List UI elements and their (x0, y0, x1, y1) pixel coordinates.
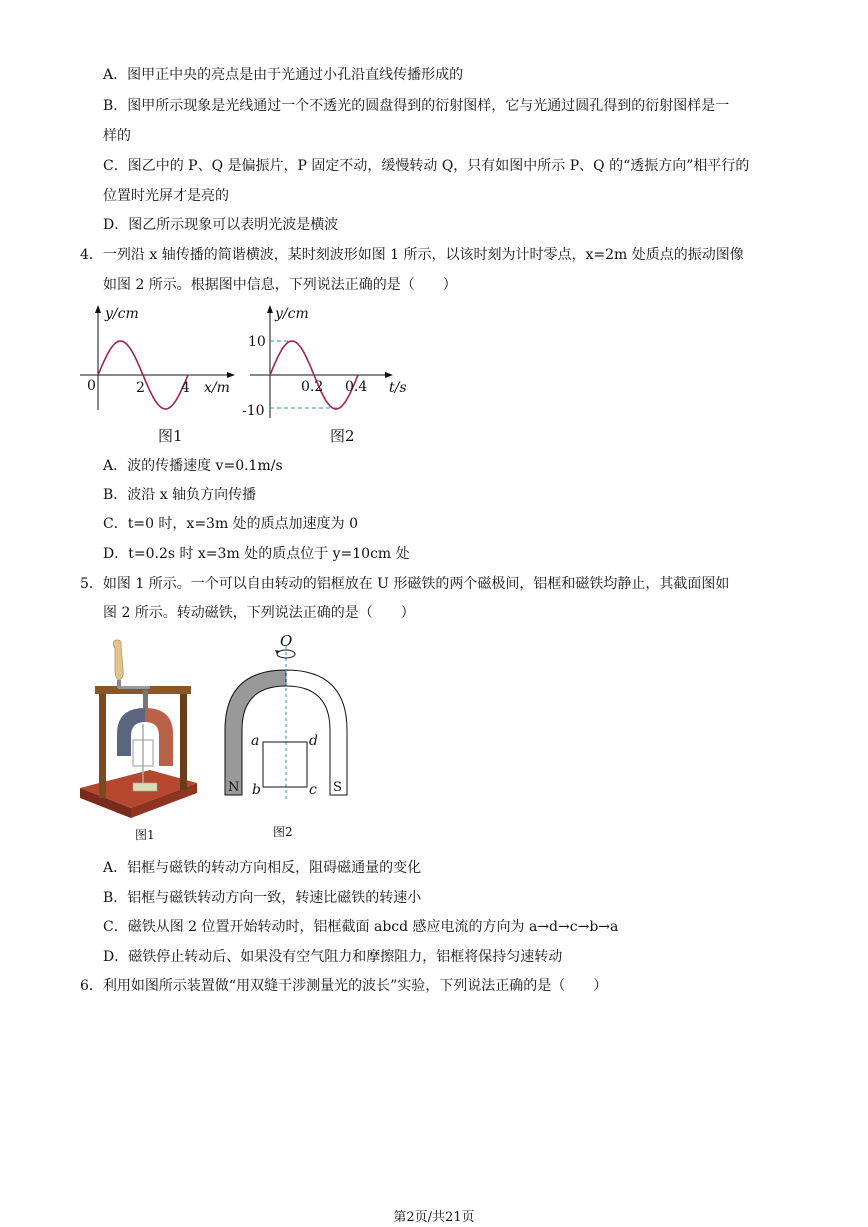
fig2-xtick-02: 0.2 (301, 379, 324, 395)
fig2-ytick-top: 10 (248, 334, 266, 350)
fig1-tick-0: 0 (87, 378, 96, 394)
pole-n-label: N (228, 780, 240, 795)
fig2-caption: 图2 (330, 427, 355, 445)
frame-right-post (180, 690, 187, 790)
page-footer: 第2页/共21页 (393, 1210, 475, 1225)
q4-figure-1 (75, 300, 245, 450)
fig2-y-arrow (267, 305, 273, 313)
axle (143, 690, 148, 708)
fig2-ylabel: y/cm (275, 306, 309, 322)
q3-option-a: A．图甲正中央的亮点是由于光通过小孔沿直线传播形成的 (103, 67, 464, 83)
fig1-x-arrow (227, 372, 235, 378)
q4-option-b: B．波沿 x 轴负方向传播 (103, 487, 257, 503)
fig1-y-arrow (95, 305, 101, 313)
q3-option-c: C．图乙中的 P、Q 是偏振片，P 固定不动，缓慢转动 Q，只有如图中所示 P、Q 的“透振方向”相平行的 (103, 158, 750, 174)
fig2-xlabel: t/s (389, 380, 407, 396)
q5-figure-2 (215, 630, 365, 850)
fig2-ytick-bottom: -10 (242, 403, 265, 419)
q5-fig1-caption: 图1 (135, 828, 155, 842)
q4-option-a: A．波的传播速度 v=0.1m/s (103, 458, 283, 474)
magnet-s-arm (145, 708, 173, 766)
fig1-tick-2: 2 (136, 380, 145, 396)
fig1-tick-4: 4 (181, 380, 190, 396)
fig1-xlabel: x/m (204, 380, 230, 396)
q6-stem: 6．利用如图所示装置做“用双缝干涉测量光的波长”实验，下列说法正确的是（ ） (80, 978, 608, 994)
corner-a: a (251, 733, 260, 749)
corner-d: d (309, 733, 318, 749)
corner-b: b (252, 782, 261, 798)
q5-option-a: A．铝框与磁铁的转动方向相反，阻碍磁通量的变化 (103, 860, 422, 876)
frame-left-post (99, 690, 106, 798)
fig1-ylabel: y/cm (105, 306, 139, 322)
q5-fig2-caption: 图2 (273, 825, 293, 839)
q4-option-c: C．t=0 时，x=3m 处的质点加速度为 0 (103, 516, 359, 532)
q5-stem-line1: 5．如图 1 所示。一个可以自由转动的铝框放在 U 形磁铁的两个磁极间，铝框和磁铁均静止，其截面图如 (80, 576, 730, 592)
crank-handle (113, 640, 123, 680)
pole-s-label: S (333, 780, 342, 795)
aluminum-frame-section (263, 742, 307, 787)
q5-stem-line2: 图 2 所示。转动磁铁，下列说法正确的是（ ） (103, 605, 415, 621)
q3-option-d: D．图乙所示现象可以表明光波是横波 (103, 217, 339, 233)
fig1-caption: 图1 (158, 427, 183, 445)
spindle-base (133, 783, 157, 791)
crank-arm (118, 686, 150, 689)
q3-option-b: B．图甲所示现象是光线通过一个不透光的圆盘得到的衍射图样，它与光通过圆孔得到的衍射图样是一 (103, 98, 730, 114)
q4-stem-line2: 如图 2 所示。根据图中信息，下列说法正确的是（ ） (103, 277, 457, 293)
q5-option-b: B．铝框与磁铁转动方向一致，转速比磁铁的转速小 (103, 890, 422, 906)
q5-option-d: D．磁铁停止转动后、如果没有空气阻力和摩擦阻力，铝框将保持匀速转动 (103, 949, 563, 965)
fig2-x-arrow (385, 372, 393, 378)
q5-figure-1 (75, 638, 205, 848)
q4-stem-line1: 4．一列沿 x 轴传播的简谐横波，某时刻波形如图 1 所示，以该时刻为计时零点，x=2m 处质点的振动图像 (80, 247, 744, 263)
q3-option-c-cont: 位置时光屏才是亮的 (103, 188, 229, 204)
fig2-xtick-04: 0.4 (345, 379, 368, 395)
axis-label-o: O (280, 632, 293, 650)
q3-option-b-cont: 样的 (103, 128, 131, 144)
magnet-n-arm (117, 708, 145, 756)
q4-option-d: D．t=0.2s 时 x=3m 处的质点位于 y=10cm 处 (103, 546, 410, 562)
q5-option-c: C．磁铁从图 2 位置开始转动时，铝框截面 abcd 感应电流的方向为 a→d→c→b→a (103, 919, 619, 935)
corner-c: c (309, 782, 317, 798)
q4-figure-2 (240, 300, 420, 450)
